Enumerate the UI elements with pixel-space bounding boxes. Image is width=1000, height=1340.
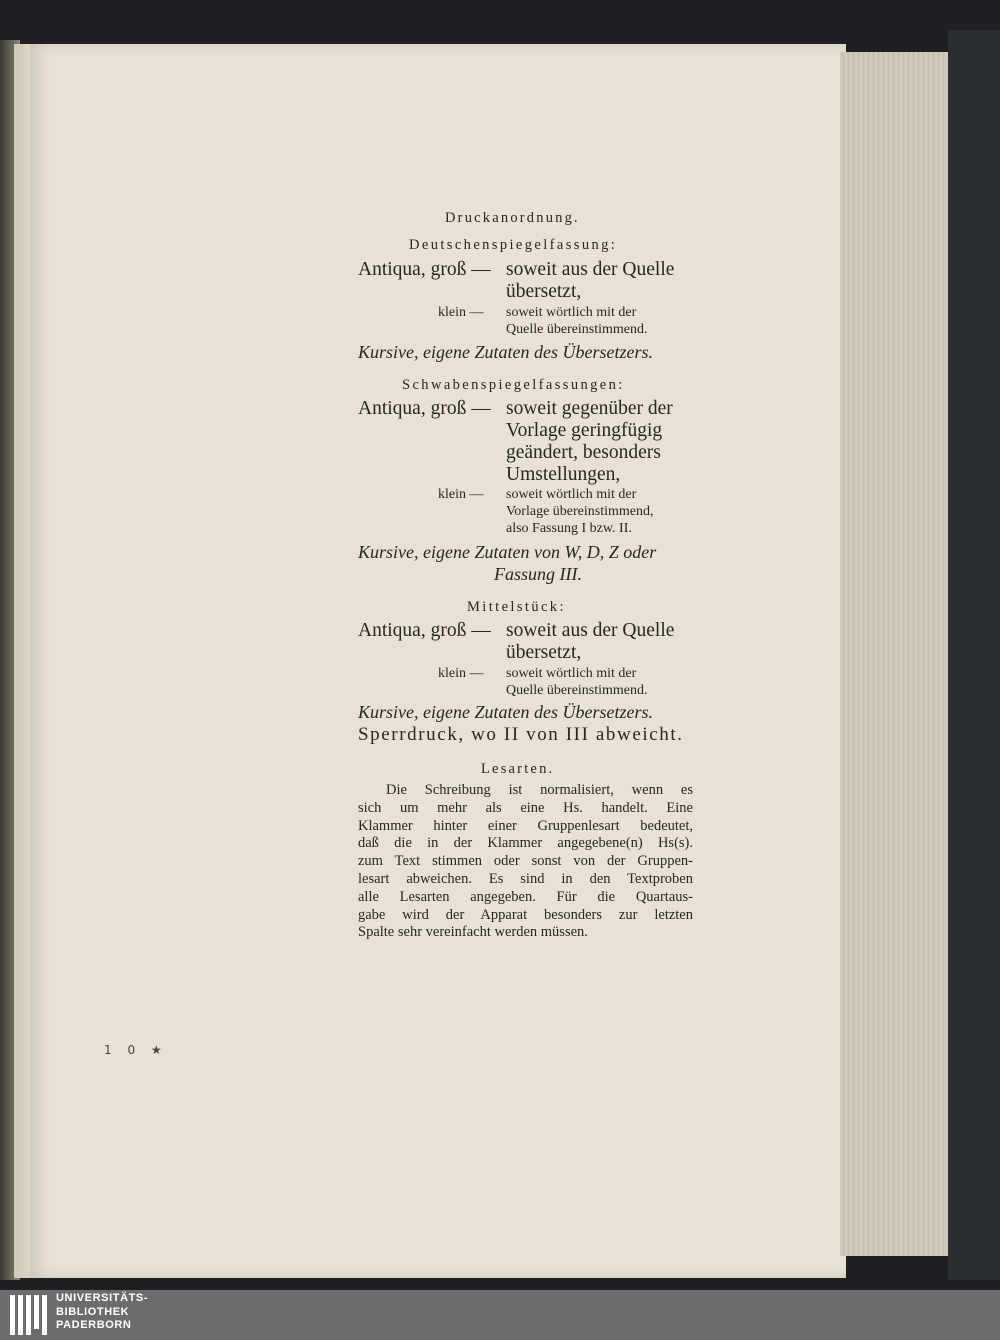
ms-gross-line-2: übersetzt, <box>506 642 582 663</box>
lesarten-line: Klammer hinter einer Gruppenlesart bedeutet, <box>358 817 693 834</box>
page-marks: 1 0 ★ <box>104 1043 168 1057</box>
ds-klein-line-2: Quelle übereinstimmend. <box>506 322 648 337</box>
ss-gross-label: Antiqua, groß — <box>358 398 491 419</box>
ss-gross-line-3: geändert, besonders <box>506 442 661 463</box>
logo-line: UNIVERSITÄTS- <box>56 1292 149 1304</box>
ds-klein-label: klein — <box>438 305 484 320</box>
lesarten-paragraph <box>358 782 693 942</box>
ss-klein-line-1: soweit wörtlich mit der <box>506 487 637 502</box>
ms-sperrdruck: Sperrdruck, wo II von III abweicht. <box>358 724 684 745</box>
heading-druckanordnung: Druckanordnung. <box>445 210 580 226</box>
logo-line: BIBLIOTHEK <box>56 1305 130 1318</box>
ms-kursive: Kursive, eigene Zutaten des Übersetzers. <box>358 702 653 722</box>
lesarten-line: alle Lesarten angegeben. Für die Quartaus- <box>358 888 693 905</box>
ms-gross-line-1: soweit aus der Quelle <box>506 620 675 641</box>
lesarten-line: Die Schreibung ist normalisiert, wenn es <box>386 782 693 798</box>
book-cover-edge <box>948 30 1000 1280</box>
ds-klein-line-1: soweit wörtlich mit der <box>506 305 637 320</box>
ds-gross-line-2: übersetzt, <box>506 281 582 302</box>
lesarten-line: daß die in der Klammer angegebene(n) Hs(s). <box>358 835 693 852</box>
ms-klein-line-2: Quelle übereinstimmend. <box>506 683 648 698</box>
ss-gross-line-4: Umstellungen, <box>506 464 621 485</box>
ms-klein-label: klein — <box>438 666 484 681</box>
ss-kursive-line-1: Kursive, eigene Zutaten von W, D, Z oder <box>358 542 657 562</box>
ss-gross-line-2: Vorlage geringfügig <box>506 420 663 441</box>
ss-kursive-line-2: Fassung III. <box>494 564 582 584</box>
lesarten-line: gabe wird der Apparat besonders zur letzten <box>358 906 693 923</box>
lesarten-line: lesart abweichen. Es sind in den Textproben <box>358 870 693 887</box>
lesarten-line: Spalte sehr vereinfacht werden müssen. <box>358 924 588 941</box>
heading-lesarten: Lesarten. <box>481 761 555 777</box>
book-page <box>30 44 846 1278</box>
ss-klein-line-2: Vorlage übereinstimmend, <box>506 504 654 519</box>
page-fore-edge <box>840 52 948 1256</box>
ss-klein-label: klein — <box>438 487 484 502</box>
lesarten-line: zum Text stimmen oder sonst von der Gruppen- <box>358 853 693 870</box>
ss-gross-line-1: soweit gegenüber der <box>506 398 673 419</box>
library-logo-text <box>56 1292 176 1333</box>
heading-deutschenspiegelfassung: Deutschenspiegelfassung: <box>409 237 618 253</box>
ds-gross-line-1: soweit aus der Quelle <box>506 259 675 280</box>
ds-gross-label: Antiqua, groß — <box>358 259 491 280</box>
heading-mittelstueck: Mittelstück: <box>467 599 566 615</box>
ms-klein-line-1: soweit wörtlich mit der <box>506 666 637 681</box>
logo-line: PADERBORN <box>56 1319 132 1331</box>
ms-gross-label: Antiqua, groß — <box>358 620 491 641</box>
heading-schwabenspiegelfassungen: Schwabenspiegelfassungen: <box>402 377 625 393</box>
library-logo-icon <box>10 1295 50 1337</box>
ds-kursive: Kursive, eigene Zutaten des Übersetzers. <box>358 342 653 362</box>
ss-klein-line-3: also Fassung I bzw. II. <box>506 521 632 536</box>
lesarten-line: sich um mehr als eine Hs. handelt. Eine <box>358 799 693 816</box>
